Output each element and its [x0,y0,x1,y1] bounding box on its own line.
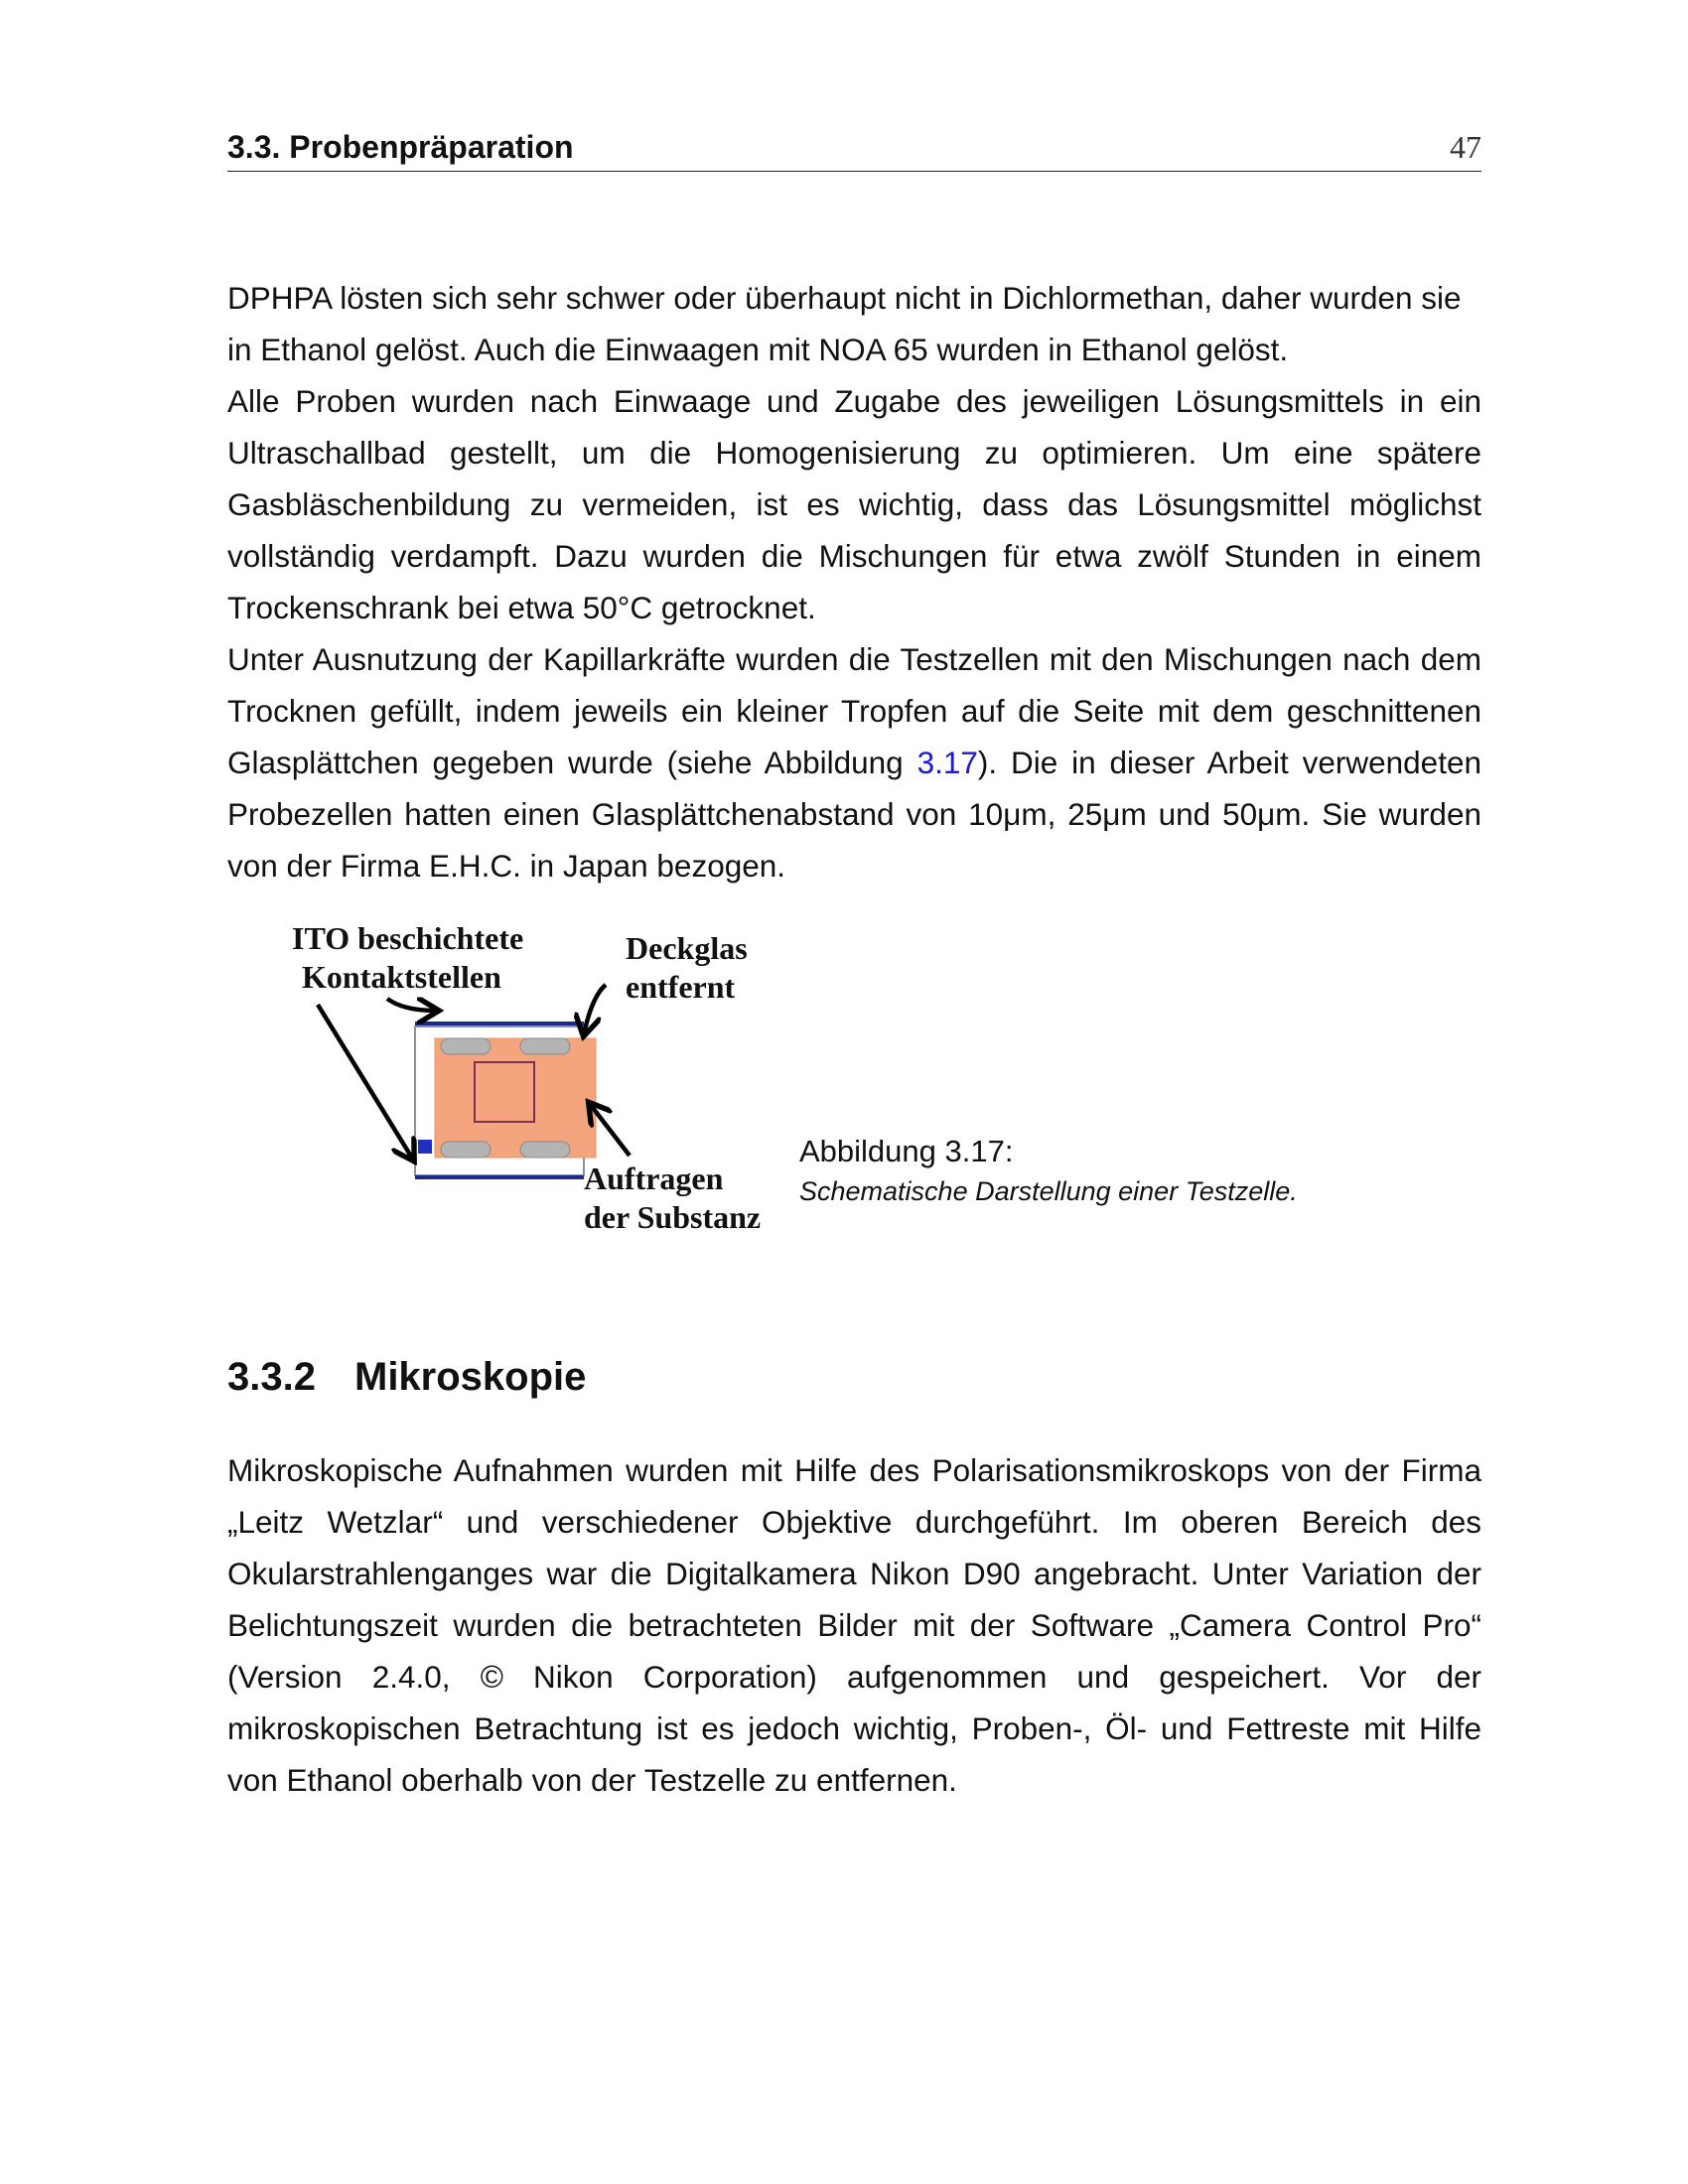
paragraph-microscopy: Mikroskopische Aufnahmen wurden mit Hilfe des Polarisationsmikroskops von der Firma „Leitz Wetzlar“ und verschiedener Objektive durchgeführt. Im oberen Bereich des Okularstrahlenganges war die Digitalkamera Nikon D90 angebracht. Unter Variation der Belichtungszeit wurden die betrachteten Bilder mit der Software „Camera Control Pro“ (Version 2.4.0, © Nikon Corporation) aufgenommen und gespeichert. Vor der mikroskopischen Betrachtung ist es jedoch wichtig, Proben-, Öl- und Fettreste mit Hilfe von Ethanol oberhalb von der Testzelle zu entfernen. [227,1452,1481,1798]
contact-pad-top-left [441,1038,491,1054]
arrow-to-ito-marker [318,1005,413,1160]
figure-reference-link[interactable]: 3.17 [916,745,978,780]
ito-marker [418,1140,432,1154]
paragraph-filling-text-a: Unter Ausnutzung der Kapillarkräfte wurden die Testzellen mit den Mischungen nach dem Trocknen gefüllt, indem jeweils ein kleiner Tropfen auf die Seite mit dem geschnittenen Glasplättchen gegeben wurde (siehe Abbildung [227,641,1481,780]
label-deckglas-line1: Deckglas [626,930,748,966]
caption-text: Schematische Darstellung einer Testzelle. [799,1176,1298,1206]
running-header [227,127,1481,172]
label-auftragen-line1: Auftragen [584,1160,724,1196]
substance-area [435,1038,596,1158]
arrow-to-top-contacts [387,999,437,1011]
section-title: Mikroskopie [354,1355,587,1399]
figure-caption [799,1132,1298,1211]
arrow-to-removed-cover-glass [584,985,606,1034]
body-text-lower [227,1444,1481,1806]
page-number: 47 [1450,129,1481,165]
section-heading [227,1355,586,1400]
contact-pad-bottom-right [520,1142,570,1158]
label-ito-line1: ITO beschichtete [292,925,524,956]
label-ito-line2: Kontaktstellen [302,959,501,995]
contact-pad-top-right [520,1038,570,1054]
contact-pad-bottom-left [441,1142,491,1158]
paragraph-filling [227,633,1481,891]
paragraph-filling-text-b: ). Die in dieser Arbeit verwendeten Probezellen hatten einen Glasplättchenabstand von 10μm, 25μm und 50μm. Sie wurden von der Firma E.H.C. in Japan bezogen. [227,745,1481,884]
label-auftragen-line2: der Substanz [584,1199,762,1235]
label-deckglas-line2: entfernt [626,969,736,1005]
caption-label: Abbildung 3.17: [799,1134,1014,1168]
paragraph-ultrasonic: Alle Proben wurden nach Einwaage und Zugabe des jeweiligen Lösungsmittels in ein Ultraschallbad gestellt, um die Homogenisierung zu optimieren. Um eine spätere Gasbläschenbildung zu vermeiden, ist es wichtig, dass das Lösungsmittel möglichst vollständig verdampft. Dazu wurden die Mischungen für etwa zwölf Stunden in einem Trockenschrank bei etwa 50°C getrocknet. [227,383,1481,625]
paragraph-solvents: DPHPA lösten sich sehr schwer oder überhaupt nicht in Dichlormethan, daher wurden sie in Ethanol gelöst. Auch die Einwaagen mit NOA 65 wurden in Ethanol gelöst. [227,280,1462,367]
test-cell-figure [286,925,794,1253]
section-number: 3.3.2 [227,1355,316,1399]
running-title: 3.3. Probenpräparation [227,129,574,165]
body-text-upper [227,272,1481,891]
